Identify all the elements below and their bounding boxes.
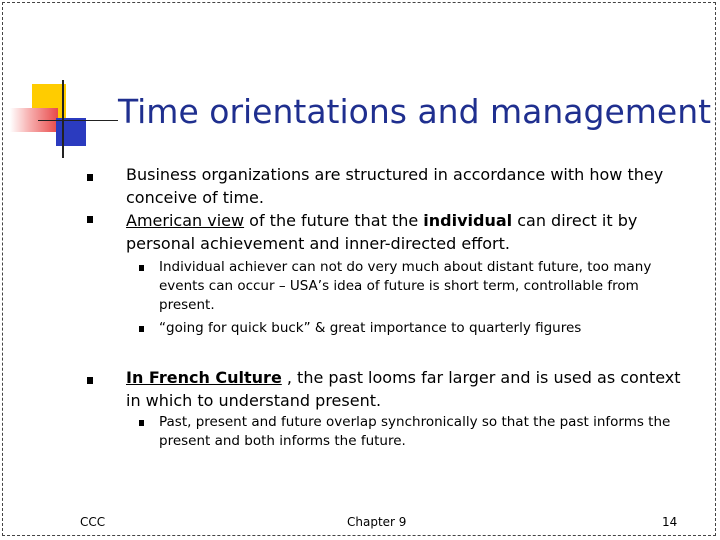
logo-vertical-line	[62, 80, 64, 158]
footer-center: Chapter 9	[347, 515, 407, 529]
bullet-square-icon	[87, 377, 93, 384]
slide-logo-decoration	[0, 0, 120, 170]
bullet-3-line-1	[126, 366, 681, 389]
bullet-2-text-b: can direct it by	[512, 211, 638, 230]
sub-bullet-2-line-1: “going for quick buck” & great importance to quarterly figures	[159, 320, 582, 336]
sub-bullet-1-line-3: present.	[159, 297, 215, 313]
logo-horizontal-line	[38, 120, 118, 121]
sub-bullet-1-line-2: events can occur – USA’s idea of future is short term, controllable from	[159, 278, 639, 294]
american-view-underlined: American view	[126, 211, 245, 230]
sub-bullet-square-icon	[139, 420, 144, 426]
bullet-2-text-a: of the future that the	[244, 211, 424, 230]
bullet-square-icon	[87, 174, 93, 181]
sub-bullet-1-line-1: Individual achiever can not do very much about distant future, too many	[159, 259, 652, 275]
bullet-2-line-2: personal achievement and inner-directed effort.	[126, 234, 510, 253]
sub-bullet-square-icon	[139, 265, 144, 271]
bullet-3-line-2: in which to understand present.	[126, 391, 382, 410]
individual-bold: individual	[423, 211, 513, 230]
bullet-square-icon	[87, 216, 93, 223]
bullet-1-line-2: conceive of time.	[126, 188, 264, 207]
bullet-2-line-1	[126, 209, 637, 232]
slide-title: Time orientations and management	[118, 92, 712, 131]
bullet-1-line-1: Business organizations are structured in accordance with how they	[126, 165, 664, 184]
bullet-3-text-a: , the past looms far larger and is used as context	[281, 368, 681, 387]
sub-bullet-square-icon	[139, 326, 144, 332]
footer-page-number: 14	[662, 515, 678, 529]
logo-blue-square	[56, 118, 86, 146]
footer-left: CCC	[80, 515, 106, 529]
french-culture-underlined: In French Culture	[126, 368, 282, 387]
sub-bullet-3-line-1: Past, present and future overlap synchronically so that the past informs the	[159, 414, 671, 430]
sub-bullet-3-line-2: present and both informs the future.	[159, 433, 406, 449]
